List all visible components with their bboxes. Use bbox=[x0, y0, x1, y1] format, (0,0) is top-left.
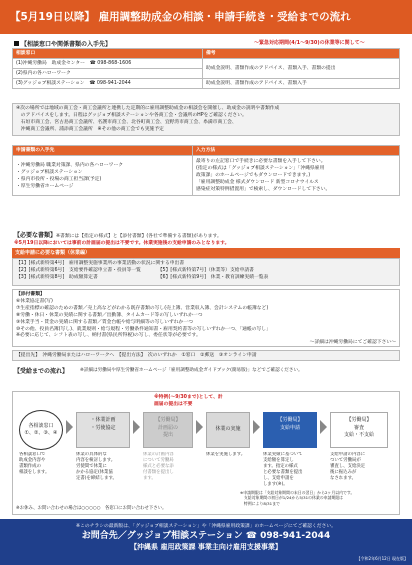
flow-desc-line: 相談をします。 bbox=[19, 470, 50, 475]
attach-item: ⑩その他、役員名簿(写し)、就業規則・給与規程・労働条件通知書・雇用契約書等の写しいずれか一つ、「通帳の写し」 bbox=[16, 326, 271, 332]
flow-desc-line: なされます。 bbox=[330, 476, 356, 481]
footer bbox=[0, 519, 412, 565]
flow-desc-consult bbox=[19, 452, 69, 476]
flow-desc-line: 付書類を提出し bbox=[143, 470, 174, 475]
flow-step-plan-submit bbox=[143, 412, 193, 448]
footer-notice: ※このチラシの最新版は、「グッジョブ相談ステーション」や「沖縄県雇用政策課」のホームページにてご確認ください。 bbox=[76, 524, 336, 529]
flow-desc-plan-submit bbox=[143, 452, 199, 482]
arrow-icon bbox=[66, 420, 73, 434]
consult-note4-line: 沖縄商工会議所、浦添商工会議所 ※その他の商工会でも実施予定 bbox=[16, 126, 164, 132]
required-heading bbox=[14, 230, 222, 239]
flow-desc-line: 休業を実施します。 bbox=[206, 452, 246, 457]
docs-how-line: 「雇用調整助成金 様式ダウンロード 新型コロナウイルス bbox=[196, 180, 319, 185]
flow-footnote-line: ※申請期限は「支給対象期間の末日の翌日」から2ヶ月以内です。 bbox=[240, 490, 355, 495]
flow-desc-apply bbox=[263, 452, 323, 488]
flow-step-leave: 休業の実施 bbox=[206, 412, 250, 448]
attach-item: ⑧労働・休日・休業の実績に関する書類／出勤簿、タイムカード等の写しいずれか一つ bbox=[16, 312, 203, 318]
attach-item: ⑦生産指標の確認のための書類／売上高などがわかる既存書類の写し(売上簿、営業収入簿、会計システムの帳簿など) bbox=[16, 305, 269, 311]
docs-where bbox=[13, 156, 193, 196]
docs-where-item: ・グッジョブ相談ステーション bbox=[16, 169, 83, 175]
flow-step-apply-sub: 支給申請 bbox=[279, 424, 300, 431]
attach-item: ※必要に応じて、シフト表の写し、納付書(県民所得税)の写し、委任状等が必要です。 bbox=[16, 333, 201, 339]
form-item: 【1】[様式新特第4号] 雇用調整実施事業所の事業活動の状況に関する申出書 bbox=[16, 261, 185, 266]
docs-col2: 入力方法 bbox=[193, 146, 400, 156]
consult-row-1-tel: ☎ 098-868-1606 bbox=[89, 61, 132, 66]
page-title: 【5月19日以降】 雇用調整助成金の相談・申請手続き・受給までの流れ bbox=[0, 0, 412, 34]
consult-row-3 bbox=[13, 79, 203, 89]
consult-note4-line: のアドバイスをします。日程はグッジョブ相談ステーションや各商工会・会議所のHPをご確認ください。 bbox=[16, 112, 247, 118]
consult-col1: 相談窓口 bbox=[13, 49, 203, 59]
flow-desc-line: 休業実績に基づいて bbox=[263, 452, 303, 457]
flow-step-plan-submit-sub2: 提出 bbox=[162, 432, 173, 438]
docs-col1: 申請書類の入手先 bbox=[13, 146, 193, 156]
consult-row-3-memo: 助成金説明、書類作成のアドバイス、書類入手 bbox=[203, 79, 400, 89]
flow-desc-line: ます。指定の様式 bbox=[263, 464, 298, 469]
flow-desc-line: 助成金内容や bbox=[19, 458, 46, 463]
flow-desc-line: ついて労働局が bbox=[330, 458, 361, 463]
consult-note4-line: ④次の場所では地域の商工会・商工会議所と連携した定期的に雇用調整助成金の相談会を開催し、助成金の説明や書類作成 bbox=[16, 106, 280, 111]
required-warning: ※5月19日以降においては事前の計画届の提出は不要です。休業実施後の支給申請のみとなります。 bbox=[14, 241, 230, 246]
forms-list bbox=[12, 258, 400, 286]
flow-step-consult-sub: ①、②、③、④ bbox=[24, 430, 58, 436]
consult-note4 bbox=[12, 103, 400, 136]
flow-desc-line: 審査し、支給決定 bbox=[330, 464, 366, 469]
flow-desc-line: 内容を検討します。 bbox=[76, 458, 116, 463]
docs-how-line: (指定の様式は「グッジョブ相談ステーション」「沖縄県雇用 bbox=[196, 166, 325, 171]
form-item: 【2】[様式新特第6号] 支給要件確認申立書・役員等一覧 【5】[様式新特第7号]（休業等）支給申請書 bbox=[16, 267, 254, 273]
flow-desc-line: かかる協定(休業協 bbox=[76, 470, 113, 475]
flow-desc-line: 労使間で休業に bbox=[76, 464, 107, 469]
docs-how-line: 政策課」のホームページでもダウンロードできます。) bbox=[196, 173, 311, 178]
flow-ref: ※詳細は労働局や厚生労働省ホームページ「雇用調整助成金ガイドブック(簡易版)」などでご確認ください。 bbox=[80, 368, 303, 373]
arrow-icon bbox=[196, 420, 203, 434]
flow-desc-line: 様式と必要な添 bbox=[143, 464, 174, 469]
flow-desc-line: 定書)を締結します。 bbox=[76, 476, 117, 481]
flow-step-plan-submit-label: 【労働局】 bbox=[155, 417, 181, 423]
flow-desc-line: と必要な書類を提出 bbox=[263, 470, 303, 475]
flow-step-review-label: 【労働局】 bbox=[346, 417, 372, 423]
attach-item: ⑥休業協定書(写) bbox=[16, 298, 53, 304]
consult-col2: 備考 bbox=[203, 49, 400, 59]
footer-contact-label: お問合先／グッジョブ相談ステーション bbox=[81, 531, 243, 541]
flow-desc-line: 支給申請の内容に bbox=[330, 452, 366, 457]
footer-tel[interactable]: ☎ 098-941-2044 bbox=[245, 531, 331, 541]
docs-how-line: 最寄りの左記窓口で手続きに必要な書類を入手して下さい。 bbox=[196, 159, 326, 164]
docs-where-item: ・県内市役所・役場の商工担当課(予定) bbox=[16, 176, 102, 182]
flow-desc-leave bbox=[206, 452, 258, 458]
flow-desc-review bbox=[330, 452, 394, 482]
flow-footnote-line: 支給対象期間の初日が1/24から5/31の休業の申請期限は bbox=[240, 495, 344, 501]
flow-step-apply bbox=[263, 412, 317, 448]
flow-step-review bbox=[330, 412, 388, 448]
consult-row-1-name: (1)沖縄労働局 助成金センター bbox=[16, 61, 85, 66]
consult-row-2 bbox=[13, 69, 203, 79]
consult-note4-line: 石垣市商工会、宮古島商工会議所、名護市商工会、北谷町商工会、宜野湾市商工会、糸満市商工会、 bbox=[16, 119, 237, 125]
arrow-icon bbox=[133, 420, 140, 434]
footer-contact bbox=[0, 530, 412, 542]
footer-date: 【令和2年6月12日 現在版】 bbox=[356, 556, 408, 561]
flow-desc-line: します(※)。 bbox=[263, 482, 288, 487]
attach-heading: 【添付書類】 bbox=[16, 292, 45, 297]
docs-where-item: ・厚生労働省ホームページ bbox=[16, 183, 74, 189]
flow-step-apply-label: 【労働局】 bbox=[277, 417, 303, 423]
consult-row-1 bbox=[13, 59, 203, 69]
consult-note: ～緊急対応期間(4/1～9/30)の休業等に関して～ bbox=[254, 40, 365, 46]
required-bar: 支給申請に必要な書類（休業編） bbox=[12, 248, 400, 258]
flow-footnote-line: 特例により8/31まで bbox=[240, 500, 280, 506]
flow-step-plan-submit-sub: 計画届の bbox=[157, 424, 178, 431]
consult-row-1-memo: 助成金説明、書類作成のアドバイス、書類入手、書類の提出 bbox=[203, 59, 400, 79]
flow-step-plan-sub: ・労使協定 bbox=[90, 424, 116, 431]
consult-heading-text: 【相談窓口や関係書類の入手先】 bbox=[21, 41, 112, 48]
flow-desc-line: 休業の計画内容 bbox=[143, 452, 174, 457]
flow-step-review-sub: 審査 bbox=[353, 424, 364, 431]
flow-desc-line: 休業の具体的な bbox=[76, 452, 107, 457]
footer-org: 【沖縄県 雇用政策課 事業主向け雇用支援事業】 bbox=[130, 543, 282, 551]
arrow-icon bbox=[320, 420, 327, 434]
flow-desc-line: 後に振込みが bbox=[330, 470, 357, 475]
flow-step-consult bbox=[19, 410, 63, 450]
consult-heading bbox=[14, 39, 111, 48]
flow-desc-plan bbox=[76, 452, 134, 482]
flow-footnote bbox=[240, 490, 354, 506]
flow-step-plan-label: ・休業計画 bbox=[90, 417, 116, 423]
docs-where-item: ・沖縄労働局 職業対策課、県内の各ハローワーク bbox=[16, 162, 124, 168]
consult-row-3-tel: ☎ 098-941-2044 bbox=[89, 81, 131, 86]
attach-list bbox=[12, 289, 400, 347]
attach-detail-note: 〜詳細は沖縄労働局にてご確認下さい〜 bbox=[309, 340, 396, 346]
docs-how bbox=[193, 156, 400, 196]
consult-table bbox=[12, 48, 400, 89]
flow-heading: 【受給までの流れ】 bbox=[14, 368, 69, 375]
attach-item: ⑨休業手当・賃金の実績に関する書類／賃金台帳や給与明細等の写しいずれか一つ bbox=[16, 319, 193, 325]
flow-step-plan bbox=[76, 412, 130, 448]
flow-step-review-sub2: 支給・不支給 bbox=[343, 432, 374, 438]
consult-row-3-name: (3)グッジョブ相談ステーション bbox=[16, 81, 85, 86]
docs-how-line: 感染症対策特例措置用」で検索し、ダウンロードして下さい。 bbox=[196, 187, 331, 192]
flow-notice: ※特例(～9/30まで)として、計画届の提出は不要 bbox=[154, 395, 223, 407]
flow-desc-line: について労働局 bbox=[143, 458, 174, 463]
required-intro: ※書類には【指定の様式】と【添付書類】(各社で準備する書類)があります。 bbox=[56, 234, 222, 239]
flow-desc-line: 書類作成の bbox=[19, 464, 41, 469]
submit-info: 【提出先】 沖縄労働局またはハローワークへ 【提出方法】 次のいずれか ①窓口 ②郵送 ③オンライン申請 bbox=[12, 350, 400, 361]
arrow-icon bbox=[253, 420, 260, 434]
flow-step-consult-label: 各相談窓口 bbox=[28, 423, 54, 429]
consult-row-2-name: (2)県内の各ハローワーク bbox=[16, 71, 71, 76]
flow-note: ※お休み、お問い合わせの場合は○○○○○ 各窓口にお問い合わせ下さい。 bbox=[16, 506, 167, 511]
flow-desc-line: し、支給申請を bbox=[263, 476, 294, 481]
form-item: 【3】[様式新特第8号] 助成額算定書 【6】[様式新特第9号] 休業・教育訓練実績一覧表 bbox=[16, 274, 269, 280]
required-heading-text: 【必要な書類】 bbox=[14, 232, 57, 239]
docs-table bbox=[12, 145, 400, 196]
flow-desc-line: ます。 bbox=[143, 476, 156, 481]
flow-desc-line: 各相談窓口で bbox=[19, 452, 46, 457]
flow-desc-line: 支給額を算定し bbox=[263, 458, 294, 463]
